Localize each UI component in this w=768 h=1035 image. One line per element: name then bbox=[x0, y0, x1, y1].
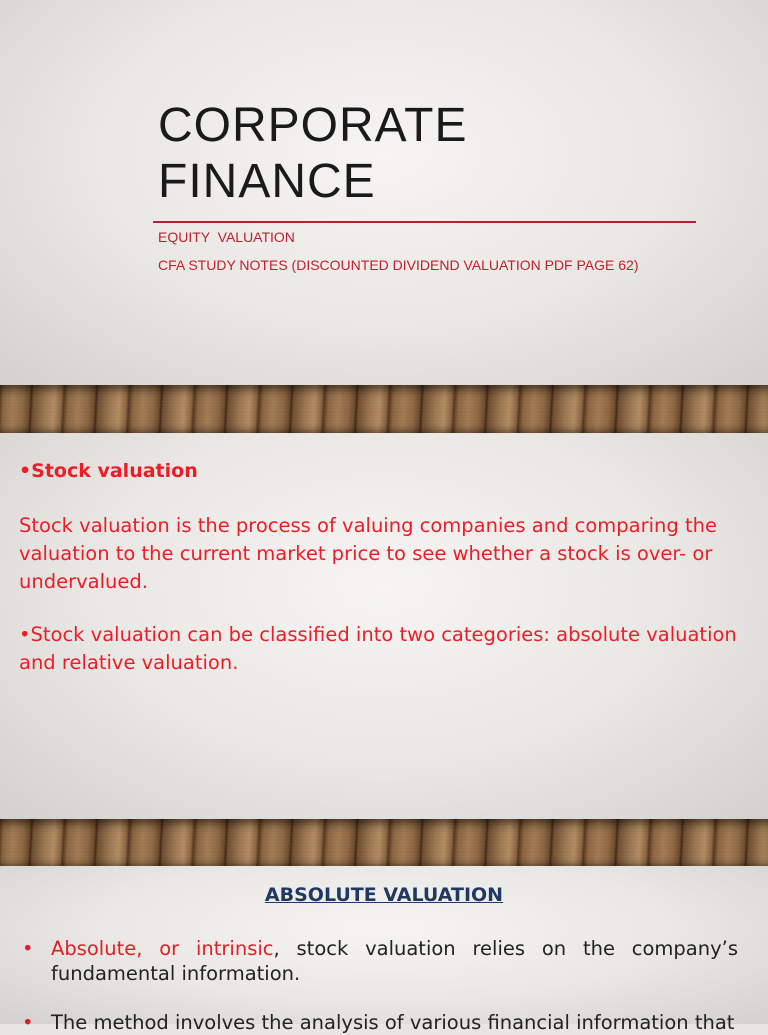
list-item bbox=[22, 1010, 738, 1035]
subtitle-cfa-notes: CFA STUDY NOTES (DISCOUNTED DIVIDEND VALUATION PDF PAGE 62) bbox=[158, 257, 639, 273]
title-line-1: CORPORATE bbox=[158, 99, 468, 152]
bullet-marker: • bbox=[22, 937, 34, 960]
absolute-valuation-heading: ABSOLUTE VALUATION bbox=[264, 884, 504, 906]
title-line-2: FINANCE bbox=[158, 155, 376, 208]
page-title bbox=[158, 98, 467, 210]
stock-valuation-categories: •Stock valuation can be classified into two categories: absolute valuation and relative valuation. bbox=[19, 623, 737, 674]
bullet-text: The method involves the analysis of various financial information that bbox=[51, 1011, 735, 1034]
bullet-marker: • bbox=[22, 1011, 34, 1034]
bullet-text: , stock valuation relies on the company’s fundamental information. bbox=[51, 937, 738, 985]
wood-floor-divider bbox=[0, 385, 768, 433]
stock-valuation-heading: •Stock valuation bbox=[19, 460, 198, 482]
subtitle-equity-valuation: EQUITY VALUATION bbox=[158, 229, 295, 245]
title-divider bbox=[153, 221, 696, 223]
bullet-highlight: Absolute, or intrinsic bbox=[51, 937, 274, 960]
stock-valuation-definition: Stock valuation is the process of valuing companies and comparing the valuation to the current market price to see whether a stock is over- or undervalued. bbox=[19, 514, 717, 593]
list-item bbox=[22, 936, 738, 986]
wood-floor-divider bbox=[0, 819, 768, 867]
